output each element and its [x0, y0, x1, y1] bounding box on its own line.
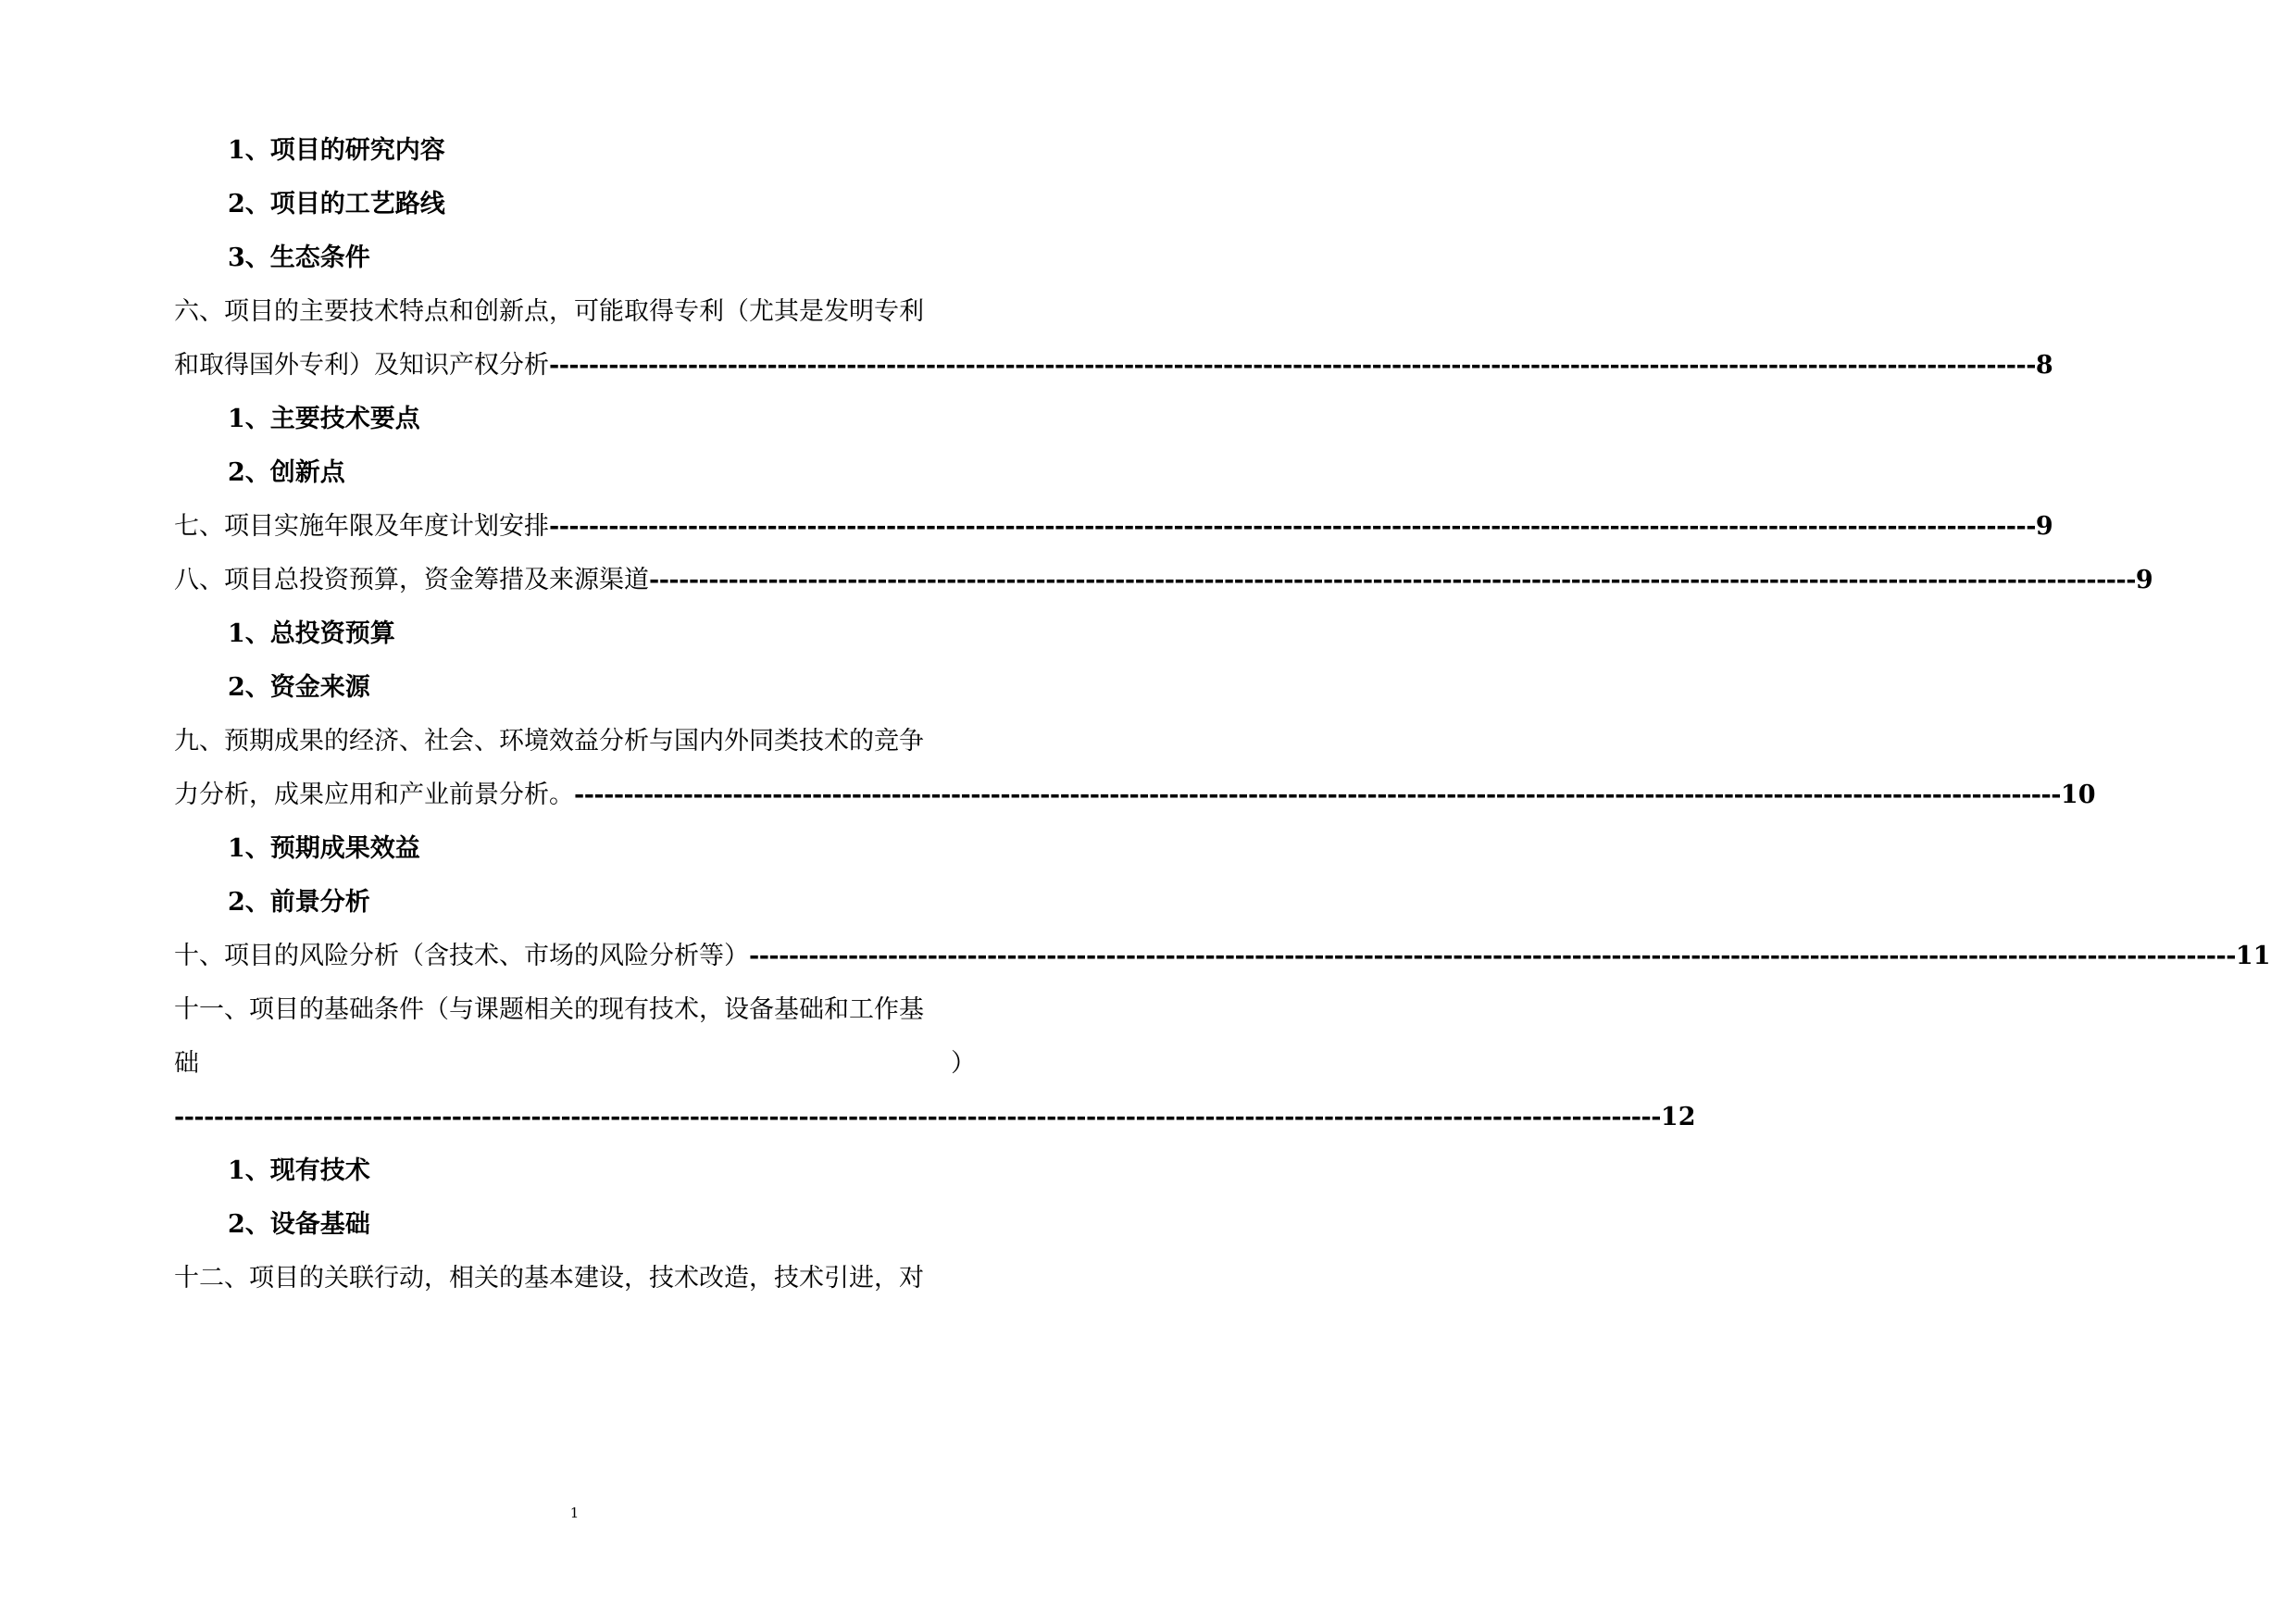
- toc-entry[interactable]: [228, 616, 976, 653]
- toc-entry[interactable]: [174, 992, 976, 1029]
- toc-entry[interactable]: [174, 562, 2153, 599]
- toc-entry-text: 1、主要技术要点: [228, 405, 420, 433]
- toc-page-number: 9: [2035, 512, 2053, 541]
- toc-entry[interactable]: [174, 347, 2053, 384]
- toc-entry[interactable]: [228, 669, 976, 706]
- toc-page-number: 9: [2135, 566, 2153, 594]
- toc-entry[interactable]: [228, 132, 976, 169]
- toc-entry-text: 2、资金来源: [228, 673, 370, 702]
- toc-entry-text: 2、创新点: [228, 458, 345, 487]
- toc-entry-text: 十二、项目的关联行动，相关的基本建设，技术改造，技术引进，对: [174, 1264, 924, 1293]
- toc-entry-leader-line[interactable]: [174, 1099, 1696, 1136]
- toc-entry[interactable]: [228, 240, 976, 277]
- toc-page-number: 10: [2060, 781, 2096, 809]
- toc-entry-text: 十一、项目的基础条件（与课题相关的现有技术，设备基础和工作基: [174, 995, 924, 1024]
- toc-entry[interactable]: [228, 831, 976, 868]
- toc-page-number: 11: [2235, 942, 2271, 970]
- toc-entry-text: 1、项目的研究内容: [228, 136, 445, 165]
- toc-entry-text: 2、项目的工艺路线: [228, 190, 445, 219]
- toc-entry-text: 七、项目实施年限及年度计划安排: [174, 512, 549, 541]
- toc-entry-text: 九、预期成果的经济、社会、环境效益分析与国内外同类技术的竞争: [174, 727, 924, 756]
- toc-entry[interactable]: [228, 884, 976, 921]
- toc-page-number: 12: [1660, 1103, 1696, 1131]
- toc-entry-text: 础: [174, 1049, 199, 1078]
- toc-entry-text: 2、设备基础: [228, 1210, 370, 1239]
- toc-entry-wrap[interactable]: [174, 1045, 976, 1082]
- toc-entry-text: 1、现有技术: [228, 1156, 370, 1185]
- toc-entry-text: 3、生态条件: [228, 244, 370, 272]
- toc-entry[interactable]: [174, 938, 2271, 975]
- toc-entry-text: 2、前景分析: [228, 888, 370, 917]
- toc-entry[interactable]: [174, 508, 2053, 545]
- toc-entry-text: 1、预期成果效益: [228, 834, 420, 863]
- toc-leader: ------------------------------------------------------------------------------------------------------------------------------------------------------: [649, 566, 2136, 594]
- toc-entry[interactable]: [174, 723, 976, 760]
- toc-entry-text: 力分析，成果应用和产业前景分析。: [174, 781, 574, 809]
- toc-entry[interactable]: [228, 401, 976, 438]
- toc-entry[interactable]: [228, 1153, 976, 1190]
- toc-leader: ------------------------------------------------------------------------------------------------------------------------------------------------------: [549, 512, 2036, 541]
- toc-entry[interactable]: [174, 294, 976, 331]
- toc-entry-text: 1、总投资预算: [228, 619, 395, 648]
- toc-entry[interactable]: [228, 1206, 976, 1243]
- toc-leader: ------------------------------------------------------------------------------------------------------------------------------------------------------: [174, 1103, 1661, 1131]
- toc-entry-text: 和取得国外专利）及知识产权分析: [174, 351, 549, 380]
- toc-leader: ------------------------------------------------------------------------------------------------------------------------------------------------------: [574, 781, 2061, 809]
- toc-entry-text: 十、项目的风险分析（含技术、市场的风险分析等）: [174, 942, 749, 970]
- toc-entry[interactable]: [228, 186, 976, 223]
- toc-entry[interactable]: [174, 1260, 976, 1297]
- page-number-footer: 1: [569, 1505, 580, 1521]
- toc-entry-text: 八、项目总投资预算，资金筹措及来源渠道: [174, 566, 649, 594]
- toc-entry[interactable]: [228, 455, 976, 492]
- toc-leader: ------------------------------------------------------------------------------------------------------------------------------------------------------: [749, 942, 2236, 970]
- toc-entry-text: ）: [951, 1049, 976, 1078]
- toc-page-number: 8: [2035, 351, 2053, 380]
- toc-leader: ------------------------------------------------------------------------------------------------------------------------------------------------------: [549, 351, 2036, 380]
- toc-entry[interactable]: [174, 777, 2096, 814]
- toc-entry-text: 六、项目的主要技术特点和创新点，可能取得专利（尤其是发明专利: [174, 297, 924, 326]
